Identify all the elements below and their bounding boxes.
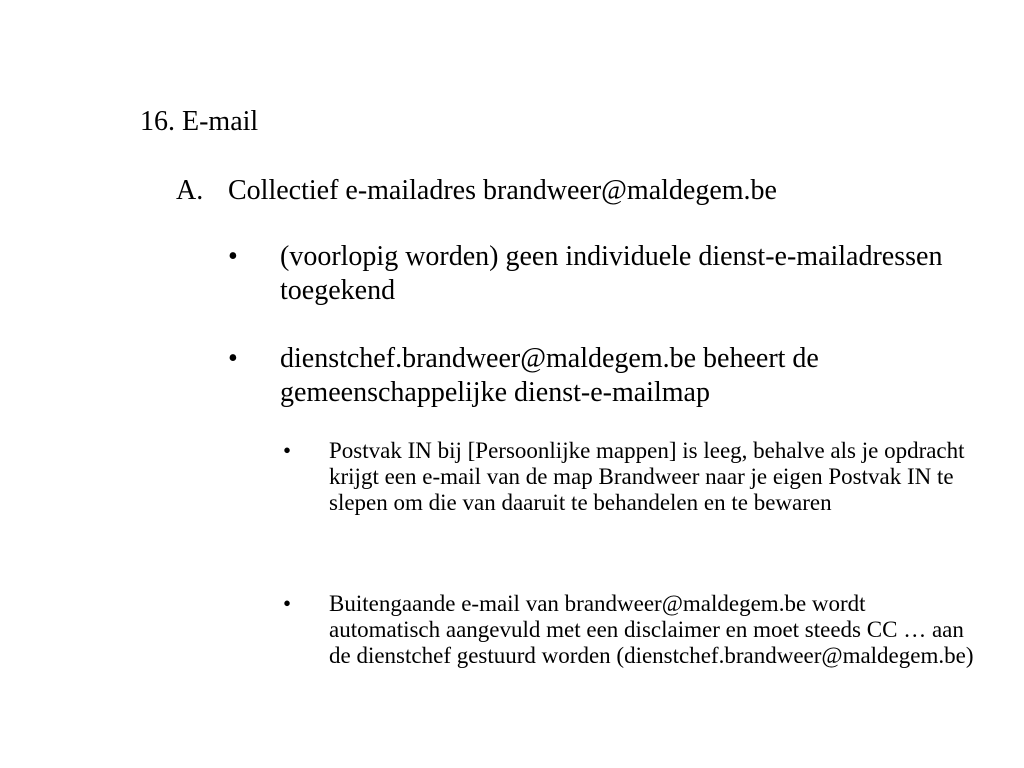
sub-bullet-item: [283, 591, 983, 669]
sub-bullet-icon: •: [283, 438, 292, 463]
sub-bullet-text: Postvak IN bij [Persoonlijke mappen] is leeg, behalve als je opdracht krijgt een e-mail van de map Brandweer naar je eigen Postvak IN te slepen om die van daaruit te behandelen en te bewaren: [329, 438, 965, 515]
bullet-icon: •: [228, 241, 238, 272]
bullet-icon: •: [228, 343, 238, 374]
section-text: Collectief e-mailadres brandweer@maldegem.be: [228, 175, 777, 206]
sub-bullet-text: Buitengaande e-mail van brandweer@maldegem.be wordt automatisch aangevuld met een disclaimer en moet steeds CC … aan de dienstchef gestuurd worden (dienstchef.brandweer@maldegem.be): [329, 591, 974, 668]
bullet-text: dienstchef.brandweer@maldegem.be beheert de gemeenschappelijke dienst-e-mailmap: [280, 343, 819, 408]
slide-title: 16. E-mail: [140, 106, 259, 137]
bullet-text: (voorlopig worden) geen individuele dienst-e-mailadressen toegekend: [280, 241, 943, 306]
section-marker: A.: [176, 175, 204, 206]
bullet-item: [228, 342, 958, 410]
sub-bullet-icon: •: [283, 591, 292, 616]
sub-bullet-item: [283, 438, 983, 516]
bullet-item: [228, 240, 958, 308]
